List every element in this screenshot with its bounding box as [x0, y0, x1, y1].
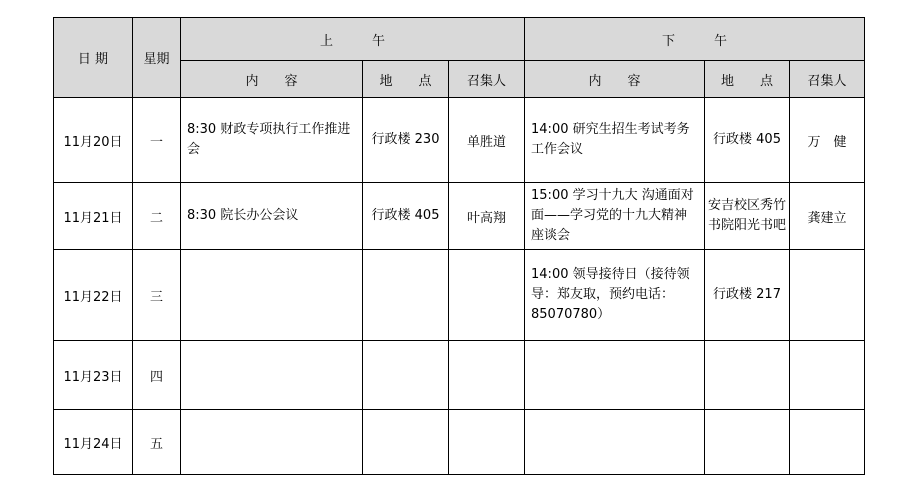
table-row — [54, 341, 865, 410]
table-row — [54, 183, 865, 250]
header-pm-location: 地 点 — [705, 61, 790, 98]
weekday-cell: 三 — [133, 250, 181, 341]
weekday-cell: 二 — [133, 183, 181, 250]
schedule-table — [53, 17, 865, 475]
date-cell: 11月22日 — [54, 250, 133, 341]
am-convener-cell: 单胜道 — [449, 98, 525, 183]
weekday-cell: 一 — [133, 98, 181, 183]
am-convener-cell: 叶高翔 — [449, 183, 525, 250]
header-pm-convener: 召集人 — [790, 61, 865, 98]
am-content-cell — [181, 341, 363, 410]
pm-convener-cell: 万 健 — [790, 98, 865, 183]
am-location-cell: 行政楼 405 — [363, 183, 449, 250]
pm-location-cell: 安吉校区秀竹书院阳光书吧 — [705, 183, 790, 250]
header-weekday: 星期 — [133, 18, 181, 98]
pm-content-cell: 14:00 研究生招生考试考务工作会议 — [525, 98, 705, 183]
am-content-cell: 8:30 财政专项执行工作推进会 — [181, 98, 363, 183]
pm-location-cell: 行政楼 405 — [705, 98, 790, 183]
pm-convener-cell — [790, 250, 865, 341]
pm-content-cell: 15:00 学习十九大 沟通面对面——学习党的十九大精神座谈会 — [525, 183, 705, 250]
date-cell: 11月23日 — [54, 341, 133, 410]
header-am-convener: 召集人 — [449, 61, 525, 98]
am-content-cell — [181, 410, 363, 475]
weekday-cell: 五 — [133, 410, 181, 475]
am-convener-cell — [449, 250, 525, 341]
header-morning: 上 午 — [181, 18, 525, 61]
am-location-cell — [363, 410, 449, 475]
pm-location-cell — [705, 410, 790, 475]
header-am-location: 地 点 — [363, 61, 449, 98]
header-date: 日 期 — [54, 18, 133, 98]
pm-convener-cell — [790, 341, 865, 410]
table-row — [54, 250, 865, 341]
pm-content-cell — [525, 410, 705, 475]
date-cell: 11月21日 — [54, 183, 133, 250]
table-row — [54, 410, 865, 475]
header-am-content: 内 容 — [181, 61, 363, 98]
am-content-cell: 8:30 院长办公会议 — [181, 183, 363, 250]
am-convener-cell — [449, 341, 525, 410]
pm-location-cell: 行政楼 217 — [705, 250, 790, 341]
pm-content-cell: 14:00 领导接待日（接待领导：郑友取，预约电话：85070780） — [525, 250, 705, 341]
pm-convener-cell — [790, 410, 865, 475]
pm-location-cell — [705, 341, 790, 410]
header-afternoon: 下 午 — [525, 18, 865, 61]
table-row — [54, 98, 865, 183]
am-location-cell — [363, 341, 449, 410]
date-cell: 11月24日 — [54, 410, 133, 475]
pm-content-cell — [525, 341, 705, 410]
weekday-cell: 四 — [133, 341, 181, 410]
am-location-cell — [363, 250, 449, 341]
header-pm-content: 内 容 — [525, 61, 705, 98]
am-content-cell — [181, 250, 363, 341]
date-cell: 11月20日 — [54, 98, 133, 183]
am-convener-cell — [449, 410, 525, 475]
am-location-cell: 行政楼 230 — [363, 98, 449, 183]
pm-convener-cell: 龚建立 — [790, 183, 865, 250]
